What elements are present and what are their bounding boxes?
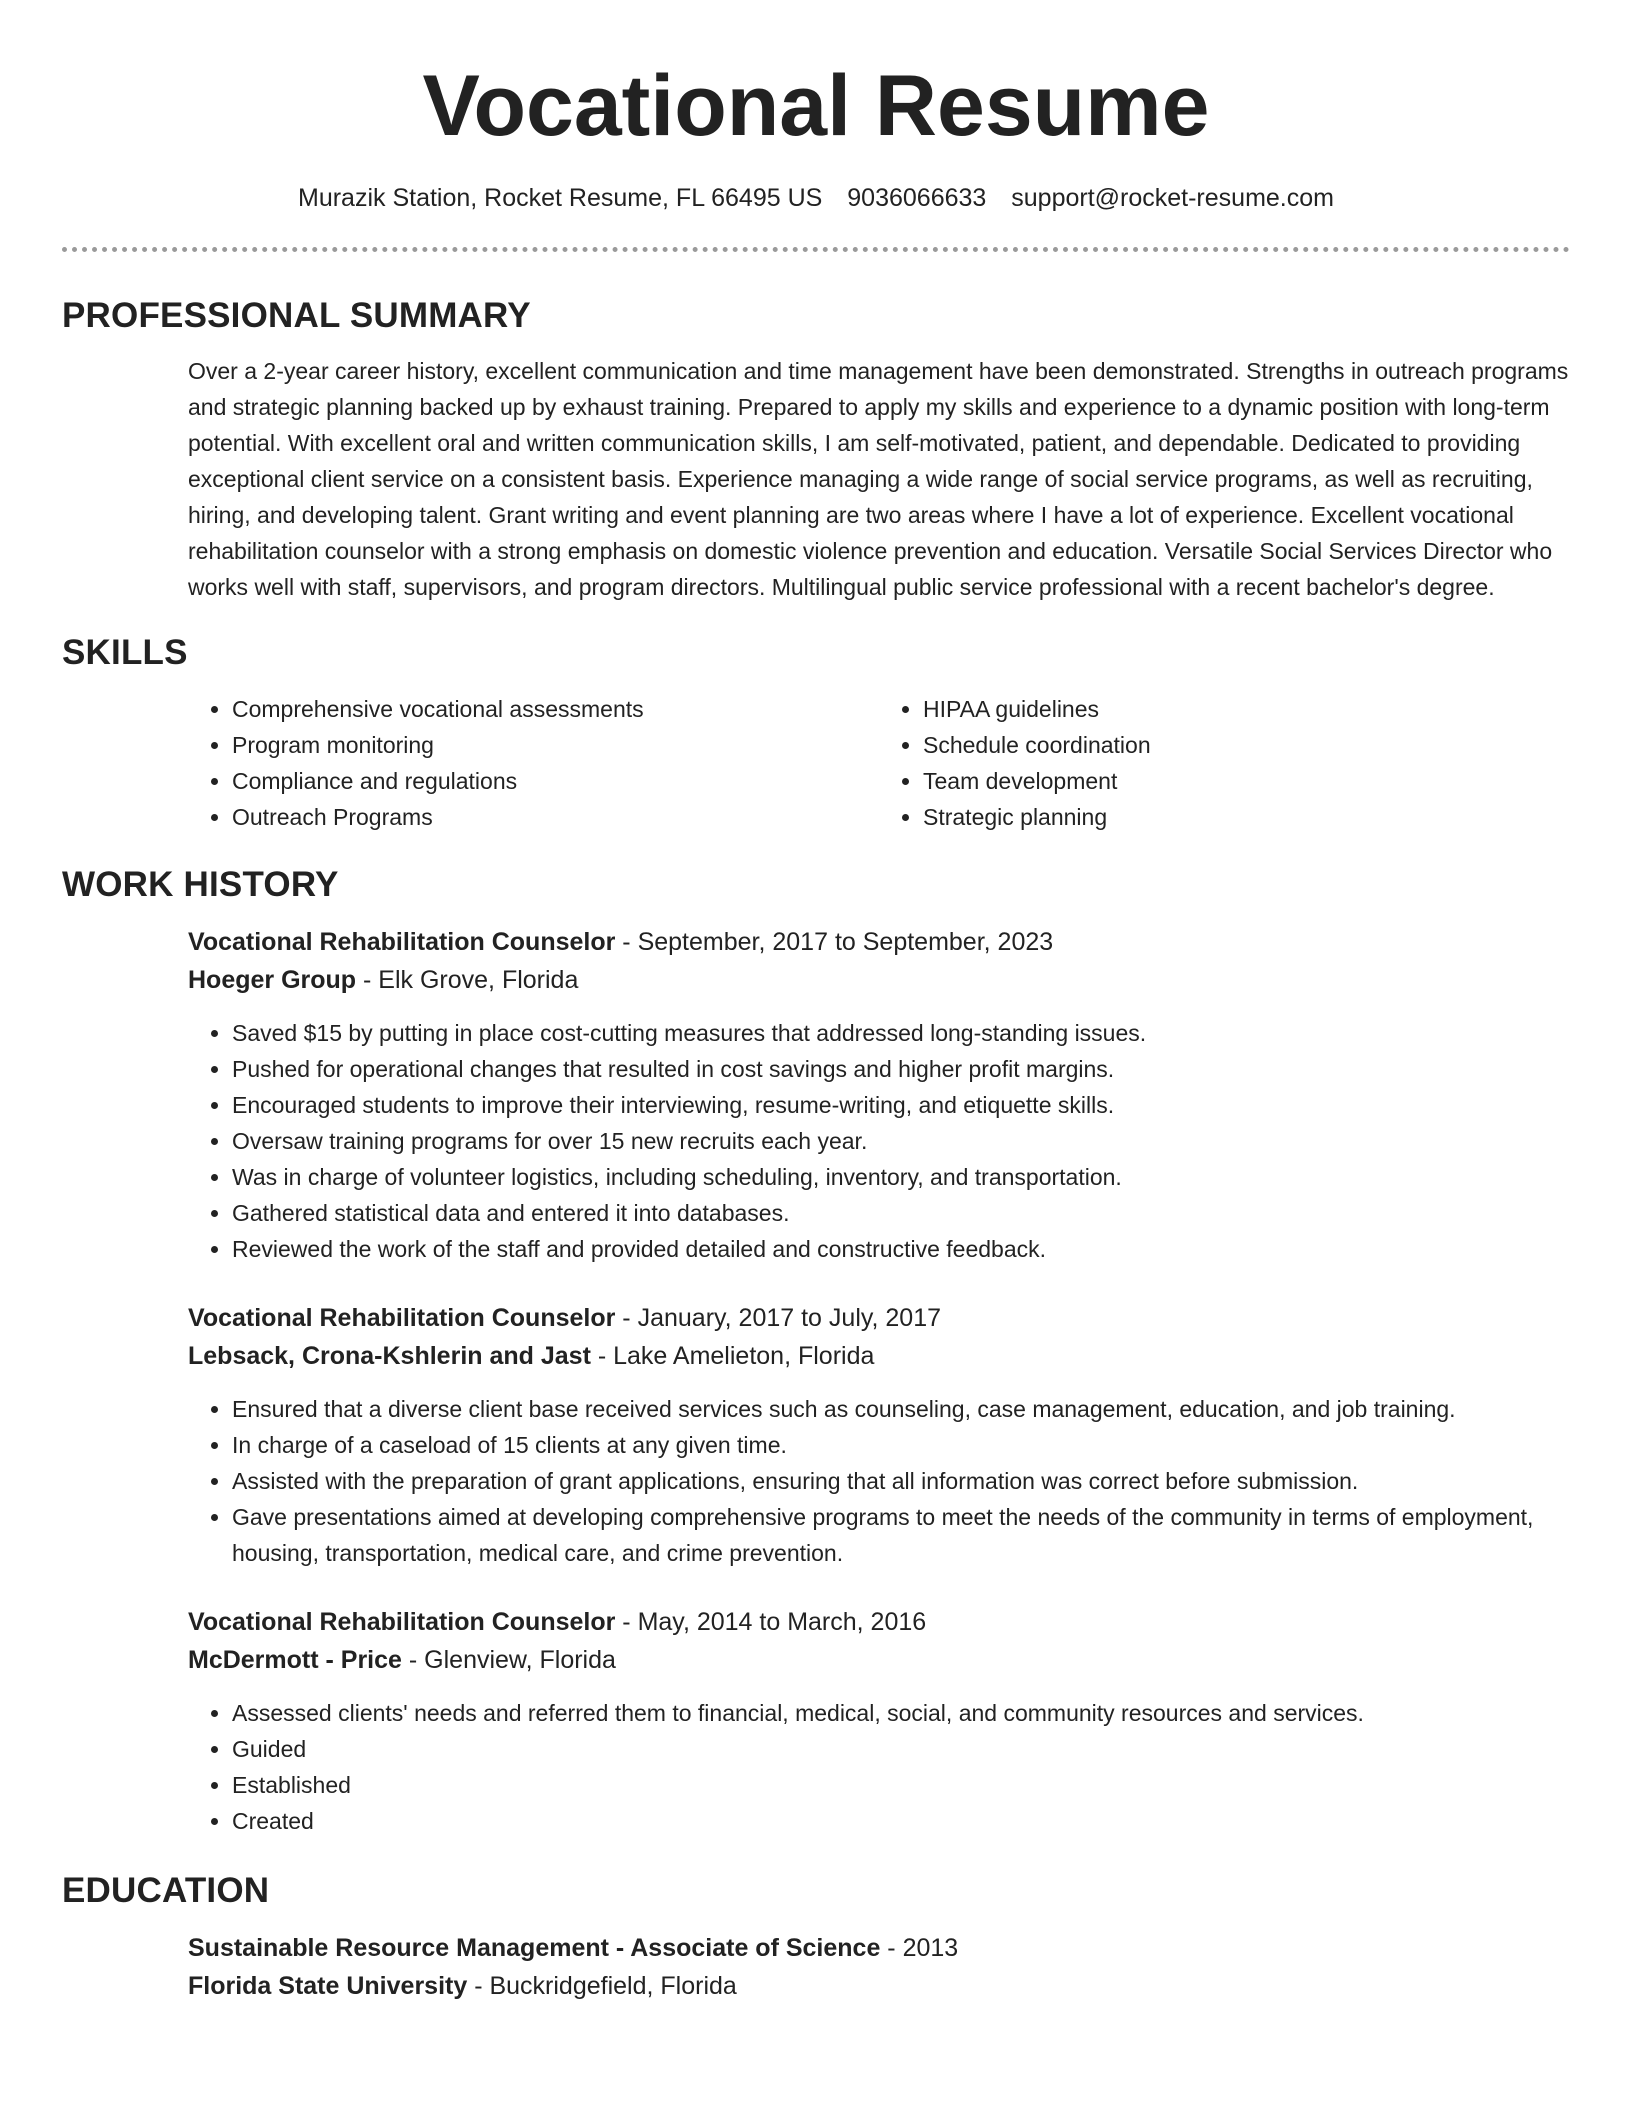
skill-item: • Outreach Programs [232, 799, 879, 835]
skills-section [62, 631, 1570, 835]
job-entry [188, 1299, 1570, 1571]
contact-phone: 9036066633 [847, 184, 987, 212]
job-title-line [188, 1603, 1570, 1641]
education-school-line [188, 1967, 1570, 2005]
education-degree-line [188, 1929, 1570, 1967]
job-bullet: • Ensured that a diverse client base received services such as counseling, case management, education, and job training. [232, 1391, 1570, 1427]
job-bullet: • Oversaw training programs for over 15 new recruits each year. [232, 1123, 1570, 1159]
summary-body [188, 353, 1570, 605]
education-location: - Buckridgefield, Florida [467, 1972, 737, 2000]
job-bullet: • In charge of a caseload of 15 clients at any given time. [232, 1427, 1570, 1463]
job-bullet: • Gathered statistical data and entered it into databases. [232, 1195, 1570, 1231]
skill-item: • Comprehensive vocational assessments [232, 691, 879, 727]
summary-heading: PROFESSIONAL SUMMARY [62, 296, 531, 335]
job-bullet: • Guided [232, 1731, 1570, 1767]
job-bullets [188, 1695, 1570, 1839]
skills-column-right [879, 691, 1570, 835]
skills-column-left [188, 691, 879, 835]
skill-item: • Compliance and regulations [232, 763, 879, 799]
job-bullet: • Established [232, 1767, 1570, 1803]
job-bullet: • Encouraged students to improve their interviewing, resume-writing, and etiquette skills. [232, 1087, 1570, 1123]
education-degree: Sustainable Resource Management - Associate of Science [188, 1934, 881, 1962]
job-bullet: • Reviewed the work of the staff and provided detailed and constructive feedback. [232, 1231, 1570, 1267]
job-dates: - September, 2017 to September, 2023 [615, 928, 1054, 956]
job-company: Hoeger Group [188, 966, 357, 994]
education-school: Florida State University [188, 1972, 468, 2000]
skill-item: • HIPAA guidelines [923, 691, 1570, 727]
job-company: McDermott - Price [188, 1646, 402, 1674]
job-company: Lebsack, Crona-Kshlerin and Jast [188, 1342, 591, 1370]
skill-item: • Schedule coordination [923, 727, 1570, 763]
job-bullets [188, 1391, 1570, 1571]
work-heading: WORK HISTORY [62, 865, 339, 904]
work-section [62, 863, 1570, 1839]
job-company-line [188, 1641, 1570, 1679]
job-bullet: • Created [232, 1803, 1570, 1839]
skill-item: • Program monitoring [232, 727, 879, 763]
education-heading: EDUCATION [62, 1871, 270, 1910]
job-role: Vocational Rehabilitation Counselor [188, 1608, 616, 1636]
contact-email: support@rocket-resume.com [1011, 184, 1334, 212]
job-entry [188, 1603, 1570, 1839]
job-bullet: • Assisted with the preparation of grant applications, ensuring that all information was correct before submission. [232, 1463, 1570, 1499]
job-entry [188, 923, 1570, 1267]
education-year: - 2013 [880, 1934, 959, 1962]
summary-section [62, 294, 1570, 605]
job-bullet: • Gave presentations aimed at developing comprehensive programs to meet the needs of the community in terms of employment, housing, transportation, medical care, and crime prevention. [232, 1499, 1570, 1571]
job-bullet: • Saved $15 by putting in place cost-cutting measures that addressed long-standing issues. [232, 1015, 1570, 1051]
job-bullets [188, 1015, 1570, 1267]
job-location: - Elk Grove, Florida [356, 966, 579, 994]
job-location: - Glenview, Florida [401, 1646, 616, 1674]
skills-heading: SKILLS [62, 633, 188, 672]
job-company-line [188, 1337, 1570, 1375]
header-divider [62, 247, 1570, 252]
contact-line [0, 182, 1632, 214]
summary-text: Over a 2-year career history, excellent communication and time management have been demonstrated. Strengths in outreach programs and strategic planning backed up by exhaust training. Prepared to apply my skills and experience to a dynamic position with long-term potential. With excellent oral and written communication skills, I am self-motivated, patient, and dependable. Dedicated to providing exceptional client service on a consistent basis. Experience managing a wide range of social service programs, as well as recruiting, hiring, and developing talent. Grant writing and event planning are two areas where I have a lot of experience. Excellent vocational rehabilitation counselor with a strong emphasis on domestic violence prevention and education. Versatile Social Services Director who works well with staff, supervisors, and program directors. Multilingual public service professional with a recent bachelor's degree. [188, 358, 1569, 600]
job-title-line [188, 1299, 1570, 1337]
job-title-line [188, 923, 1570, 961]
job-dates: - January, 2017 to July, 2017 [615, 1304, 942, 1332]
job-role: Vocational Rehabilitation Counselor [188, 1304, 616, 1332]
job-bullet: • Was in charge of volunteer logistics, including scheduling, inventory, and transportation. [232, 1159, 1570, 1195]
job-role: Vocational Rehabilitation Counselor [188, 928, 616, 956]
job-bullet: • Assessed clients' needs and referred them to financial, medical, social, and community resources and services. [232, 1695, 1570, 1731]
education-entry [188, 1929, 1570, 2005]
education-section [62, 1869, 1570, 2005]
job-company-line [188, 961, 1570, 999]
job-location: - Lake Amelieton, Florida [590, 1342, 875, 1370]
job-dates: - May, 2014 to March, 2016 [615, 1608, 927, 1636]
contact-address: Murazik Station, Rocket Resume, FL 66495 US [298, 184, 823, 212]
skills-list [188, 691, 1570, 835]
skill-item: • Team development [923, 763, 1570, 799]
skill-item: • Strategic planning [923, 799, 1570, 835]
job-bullet: • Pushed for operational changes that resulted in cost savings and higher profit margins. [232, 1051, 1570, 1087]
resume-title: Vocational Resume [422, 58, 1210, 154]
